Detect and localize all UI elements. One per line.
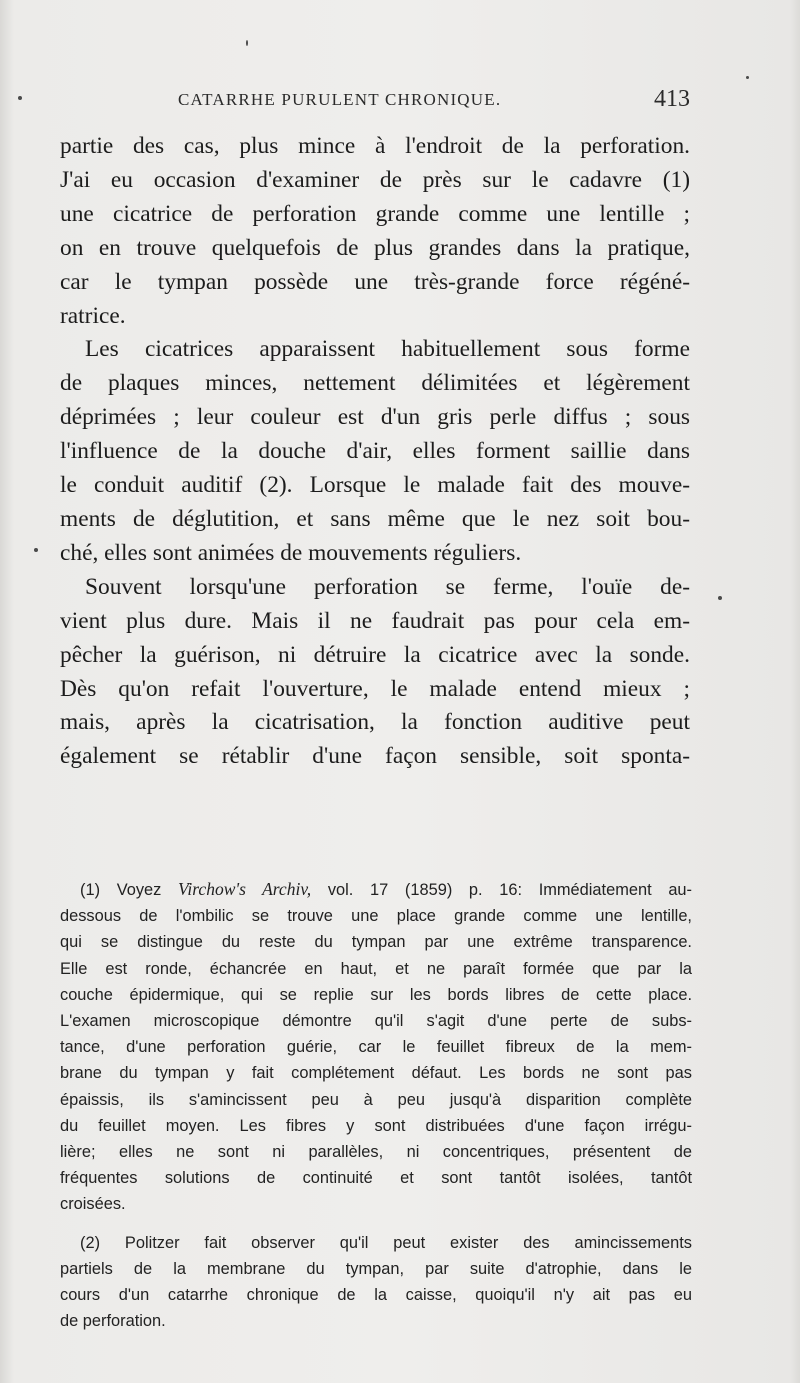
body-line: on en trouve quelquefois de plus grandes dans la pratique, [60,234,690,261]
body-line: ments de déglutition, et sans même que le nez soit bou- [60,505,690,532]
footnote-line: du feuillet moyen. Les fibres y sont distribuées d'une façon irrégu- [60,1116,692,1135]
body-line: Souvent lorsqu'une perforation se ferme, l'ouïe de- [85,573,690,600]
body-line: J'ai eu occasion d'examiner de près sur le cadavre (1) [60,166,690,193]
body-line: partie des cas, plus mince à l'endroit de la perforation. [60,133,690,159]
footnote-line: tance, d'une perforation guérie, car le feuillet fibreux de la mem- [60,1038,692,1057]
footnote-line: brane du tympan y fait complétement défaut. Les bords ne sont pas [60,1064,692,1083]
body-line: vient plus dure. Mais il ne faudrait pas pour cela em- [60,607,690,634]
body-line: Dès qu'on refait l'ouverture, le malade entend mieux ; [60,675,690,702]
footnote-line: qui se distingue du reste du tympan par une extrême transparence. [60,933,692,952]
paper-speck [34,548,38,552]
paper-speck [18,96,22,100]
footnote-line: cours d'un catarrhe chronique de la caisse, quoiqu'il n'y ait pas eu [60,1286,692,1305]
footnote-line: couche épidermique, qui se replie sur les bords libres de cette place. [60,985,692,1004]
footnote-line: fréquentes solutions de continuité et sont tantôt isolées, tantôt [60,1169,692,1188]
body-line: pêcher la guérison, ni détruire la cicatrice avec la sonde. [60,641,690,668]
paper-speck [246,40,248,46]
body-line: mais, après la cicatrisation, la fonction auditive peut [60,709,690,736]
footnote-text: vol. 17 (1859) p. 16: Immédiatement au- [327,881,693,899]
footnote-line [60,876,692,903]
footnote-marker: (1) Voyez [80,881,162,899]
body-line: le conduit auditif (2). Lorsque le malade fait des mouve- [60,472,690,499]
running-title: CATARRHE PURULENT CHRONIQUE. [178,90,502,109]
footnote-1 [60,876,692,1218]
footnote-line: lière; elles ne sont ni parallèles, ni concentriques, présentent de [60,1143,692,1162]
body-line: une cicatrice de perforation grande comme une lentille ; [60,200,690,227]
body-line: Les cicatrices apparaissent habituellement sous forme [85,336,690,363]
body-line: ratrice. [60,302,126,329]
body-line: de plaques minces, nettement délimitées et légèrement [60,370,690,397]
paper-speck [718,596,722,600]
footnote-line: croisées. [60,1195,126,1214]
footnote-line: de perforation. [60,1312,166,1331]
footnote-source: Virchow's Archiv, [178,879,312,899]
page-number: 413 [654,86,690,112]
footnote-line: partiels de la membrane du tympan, par suite d'atrophie, dans le [60,1259,692,1278]
footnotes [60,876,692,1334]
footnote-line: Elle est ronde, échancrée en haut, et ne paraît formée que par la [60,959,692,978]
footnote-line: épaissis, ils s'amincissent peu à peu jusqu'à disparition complète [60,1090,692,1109]
body-line: déprimées ; leur couleur est d'un gris perle diffus ; sous [60,404,690,431]
footnote-line: L'examen microscopique démontre qu'il s'agit d'une perte de subs- [60,1012,692,1031]
body-line: car le tympan possède une très-grande force régéné- [60,268,690,295]
page-header [60,88,690,118]
body-line: l'influence de la douche d'air, elles forment saillie dans [60,438,690,465]
body-line: ché, elles sont animées de mouvements réguliers. [60,539,522,566]
body-line: également se rétablir d'une façon sensible, soit sponta- [60,743,690,770]
body-text [60,130,690,774]
paper-speck [746,76,749,79]
footnote-2 [60,1230,692,1335]
footnote-line: dessous de l'ombilic se trouve une place grande comme une lentille, [60,907,692,926]
footnote-line: (2) Politzer fait observer qu'il peut exister des amincissements [80,1233,692,1252]
